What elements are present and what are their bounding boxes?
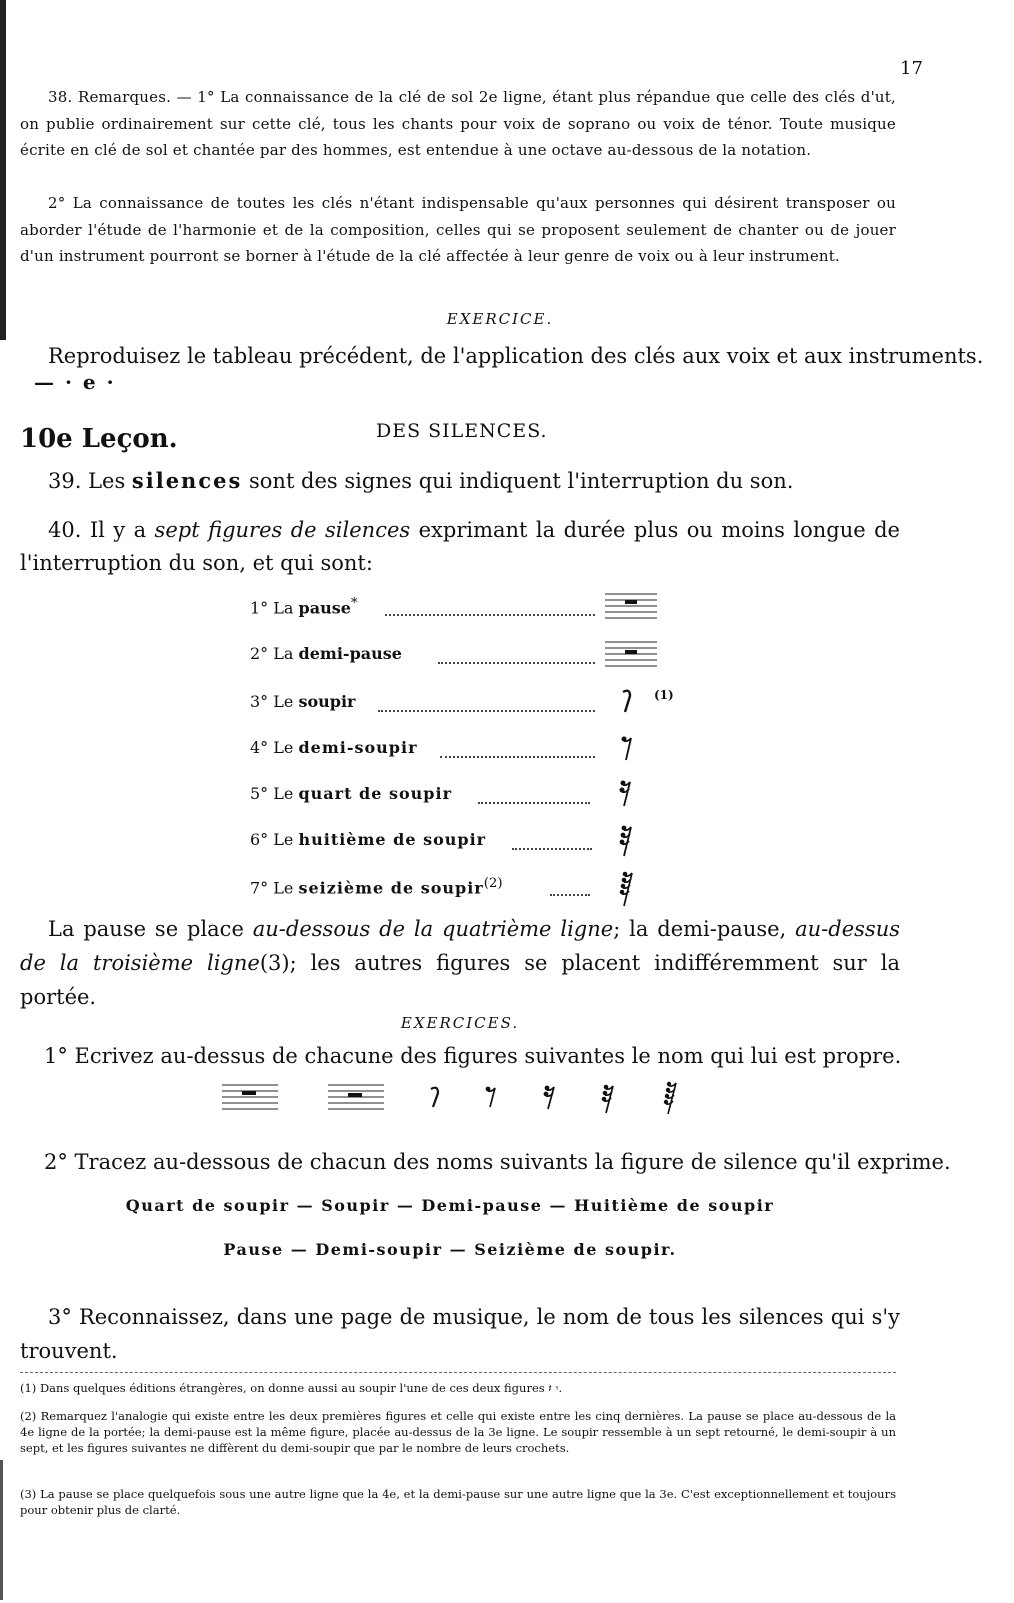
remarks-paragraph-1: [20, 84, 896, 164]
leader-dots: [440, 736, 595, 758]
footnote-3: (3) La pause se place quelquefois sous une autre ligne que la 4e, et la demi-pause sur une autre ligne que la 3e. C'est exceptionnellement et toujours pour obtenir plus de clarté.: [20, 1487, 896, 1517]
huitieme-de-soupir-rest-icon: [618, 824, 636, 858]
p40-start: 40. Il y a: [48, 518, 147, 542]
binding-edge-lower: [0, 1460, 3, 1600]
ex-soupir-icon: [428, 1083, 442, 1109]
exercises-title: EXERCICES.: [400, 1014, 520, 1032]
rest-label: 3° Le soupir: [250, 692, 356, 711]
rest-label: 6° Le huitième de soupir: [250, 830, 487, 849]
rest-row-seizieme-de-soupir: [250, 870, 670, 906]
paragraph-39: [48, 468, 793, 493]
rest-label: 5° Le quart de soupir: [250, 784, 452, 803]
binding-edge: [0, 0, 6, 340]
footnote-2: (2) Remarquez l'analogie qui existe entre les deux premières figures et celle qui existe entre les cinq dernières. La pause se place au-dessous de la 4e ligne de la portée; la demi-pause est la même figure, placée au-dessus de la 3e ligne. Le soupir ressemble à un sept retourné, le demi-soupir à un sept, et les figures suivantes ne diffèrent du demi-soupir que par le nombre de leurs crochets.: [20, 1409, 896, 1455]
footnote-1: (1) Dans quelques éditions étrangères, on donne aussi au soupir l'une de ces deux figures 𝄽 𝄾.: [20, 1381, 563, 1395]
ex-demi-pause-icon: [328, 1082, 384, 1110]
footnote-ref-1: (1): [654, 688, 674, 702]
exercise-text: Reproduisez le tableau précédent, de l'application des clés aux voix et aux instruments.: [48, 344, 984, 368]
exercise-3: [20, 1300, 900, 1368]
ex-huitieme-de-soupir-icon: [600, 1083, 618, 1115]
leader-dots: [478, 782, 590, 804]
remarks-text-2: 2° La connaissance de toutes les clés n'étant indispensable qu'aux personnes qui désirent transposer ou aborder l'étude de l'harmonie et de la composition, celles qui se proposent seulement de chanter ou de jouer d'un instrument pourront se borner à l'étude de la clé affectée à leur genre de voix ou à leur instrument.: [20, 194, 896, 265]
p40-term: sept figures de silences: [154, 518, 411, 542]
exercise-names-1: Quart de soupir — Soupir — Demi-pause — Huitième de soupir: [125, 1196, 775, 1215]
exercise-2: 2° Tracez au-dessous de chacun des noms suivants la figure de silence qu'il exprime.: [44, 1150, 951, 1174]
leader-dots: [512, 828, 592, 850]
p39-start: 39. Les: [48, 469, 126, 493]
remarks-paragraph-2: [20, 190, 896, 270]
quart-de-soupir-rest-icon: [618, 778, 634, 808]
rest-row-huitieme-de-soupir: [250, 824, 670, 860]
leader-dots: [378, 690, 595, 712]
lesson-label: 10e Leçon.: [20, 424, 178, 454]
rest-label: 1° La pause*: [250, 596, 358, 618]
paragraph-40: [20, 514, 900, 580]
remarks-text-1: 38. Remarques. — 1° La connaissance de la clé de sol 2e ligne, étant plus répandue que celle des clés d'ut, on publie ordinairement sur cette clé, tous les chants pour voix de soprano ou voix de ténor. Toute musique écrite en clé de sol et chantée par des hommes, est entendue à une octave au-dessous de la notation.: [20, 88, 896, 159]
placement-paragraph: [20, 912, 900, 1014]
placement-c: ; la demi-pause,: [613, 917, 787, 941]
rest-label: 2° La demi-pause: [250, 644, 402, 663]
ex-seizieme-de-soupir-icon: [662, 1080, 682, 1116]
demi-pause-rest-icon: [605, 638, 657, 668]
lesson-title: DES SILENCES.: [376, 420, 548, 442]
ex-pause-icon: [222, 1082, 278, 1110]
leader-dots: [550, 874, 590, 896]
ex-demi-soupir-icon: [484, 1083, 498, 1109]
footnote-rule: [20, 1372, 896, 1373]
exercise-title: EXERCICE.: [446, 310, 554, 328]
rest-label: 4° Le demi-soupir: [250, 738, 418, 757]
rest-row-soupir: [250, 686, 674, 722]
leader-dots: [385, 594, 595, 616]
rest-label: 7° Le seizième de soupir$^{(2)}$: [250, 876, 503, 898]
pause-rest-icon: [605, 590, 657, 620]
placement-b: au-dessous de la quatrième ligne: [252, 917, 614, 941]
placement-e: (3); les autres figures se placent indifféremment sur la portée.: [20, 951, 900, 1009]
exercise-names-2: Pause — Demi-soupir — Seizième de soupir.: [223, 1240, 677, 1259]
seizieme-de-soupir-rest-icon: [618, 870, 638, 908]
soupir-rest-icon: [620, 686, 634, 714]
exercise-3-text: 3° Reconnaissez, dans une page de musique, le nom de tous les silences qui s'y trouvent.: [20, 1305, 900, 1363]
rest-row-pause: [250, 590, 670, 626]
page-number: 17: [900, 58, 923, 79]
rest-row-demi-pause: [250, 638, 670, 674]
rest-row-quart-de-soupir: [250, 778, 670, 814]
placement-a: La pause se place: [48, 917, 244, 941]
exercise-1: 1° Ecrivez au-dessus de chacune des figures suivantes le nom qui lui est propre.: [44, 1044, 902, 1068]
rest-row-demi-soupir: [250, 732, 670, 768]
p39-term: silences: [131, 468, 243, 493]
p39-end: sont des signes qui indiquent l'interruption du son.: [249, 469, 794, 493]
ex-quart-de-soupir-icon: [542, 1083, 558, 1111]
p40-end: exprimant la durée plus ou moins longue de l'interruption du son, et qui sont:: [20, 518, 900, 575]
demi-soupir-rest-icon: [620, 732, 634, 762]
leader-dots: [438, 642, 595, 664]
ornament: — · e ·: [34, 370, 116, 394]
placement-d: au-dessus de la troisième ligne: [20, 917, 900, 975]
